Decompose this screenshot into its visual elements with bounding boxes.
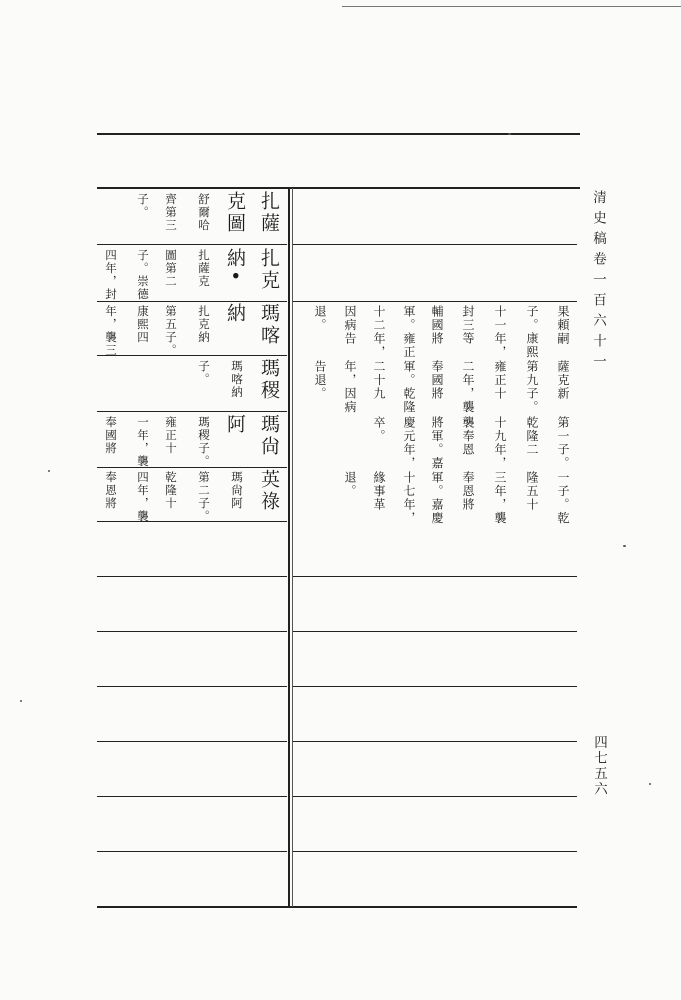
left-row-rule (97, 631, 287, 632)
lineage-name-gen1: 扎薩 (258, 191, 280, 235)
entry-text: 雍正十 (164, 416, 178, 455)
entry-text: 輔國將 (430, 305, 444, 346)
left-row-rule (97, 244, 287, 245)
left-row-rule (97, 851, 287, 852)
entry-text: 因病告 (343, 305, 357, 346)
entry-text: 四年，襲 (136, 471, 150, 523)
entry-text: 二十九 (372, 360, 386, 401)
left-row-rule (97, 686, 287, 687)
entry-text: 扎薩克 (197, 249, 211, 288)
entry-text: 軍。乾隆 (402, 360, 416, 414)
entry-text: 瑪尙阿 (230, 471, 244, 510)
entry-text: 瑪稷子。 (197, 416, 211, 468)
entry-text: 康熙四 (136, 305, 150, 344)
left-row-rule (97, 521, 287, 522)
entry-text: 子。 (197, 360, 211, 386)
entry-text: 子。 (136, 193, 150, 219)
lineage-name-gen1: 英祿 (258, 469, 280, 513)
bottom-rule (97, 906, 577, 908)
lineage-name-gen2: 納 (224, 303, 246, 325)
entry-text: 乾隆十 (164, 471, 178, 510)
entry-text: 奉國將 (104, 416, 118, 455)
entry-text: 乾隆二 (525, 416, 539, 457)
entry-text: 襲奉恩 (461, 416, 475, 457)
entry-text: 扎克納 (197, 305, 211, 344)
lineage-name-gen2: 克圖 (224, 191, 246, 235)
left-row-rule (97, 741, 287, 742)
right-row-rule (293, 576, 577, 577)
entry-text: 二年，襲 (461, 360, 475, 414)
entry-text: 退。 (313, 305, 327, 332)
scan-speck (508, 133, 511, 135)
entry-text: 十七年， (402, 471, 416, 525)
entry-text: 果頼嗣 (556, 305, 570, 346)
entry-text: 三年，襲 (493, 471, 507, 525)
entry-text: 退。 (343, 471, 357, 498)
entry-text: 緣事革 (372, 471, 386, 512)
entry-text: 子。崇德 (136, 249, 150, 301)
left-row-rule (97, 467, 287, 468)
right-row-rule (293, 851, 577, 852)
entry-text: 第五子。 (164, 305, 178, 357)
center-divider (288, 188, 290, 907)
entry-text: 第二子。 (197, 471, 211, 523)
right-row-rule (293, 686, 577, 687)
right-row-rule (293, 631, 577, 632)
entry-text: 四年，封 (104, 249, 118, 301)
left-row-rule (97, 576, 287, 577)
entry-text: 十二年， (372, 305, 386, 359)
entry-text: 奉國將 (430, 360, 444, 401)
entry-text: 瑪喀納 (230, 360, 244, 399)
entry-text: 齊第三 (164, 193, 178, 232)
scan-speck (649, 783, 651, 785)
right-row-rule (293, 244, 577, 245)
left-row-rule (97, 355, 287, 356)
entry-text: 慶元年， (402, 416, 416, 470)
entry-text: 軍。雍正 (402, 305, 416, 359)
entry-text: 子。康熙 (525, 305, 539, 359)
entry-text: 年，襲三 (104, 305, 118, 357)
lineage-name-gen1: 瑪喀 (258, 303, 280, 347)
table-top-rule (97, 187, 580, 189)
entry-text: 一年，襲 (136, 416, 150, 468)
top-edge-line (342, 6, 681, 7)
entry-text: 奉恩將 (104, 471, 118, 510)
scan-speck (48, 470, 50, 472)
lineage-name-gen2: 納• (224, 248, 246, 285)
entry-text: 圖第二 (164, 249, 178, 288)
entry-text: 告退。 (313, 360, 327, 401)
left-row-rule (97, 301, 287, 302)
scan-speck (20, 700, 22, 702)
right-row-rule (293, 796, 577, 797)
entry-text: 舒爾哈 (197, 193, 211, 232)
entry-text: 將軍。嘉 (430, 416, 444, 470)
lineage-name-gen1: 瑪稷 (258, 358, 280, 402)
lineage-name-gen1: 瑪尙 (258, 414, 280, 458)
entry-text: 年，因病 (343, 360, 357, 414)
right-row-rule (293, 301, 577, 302)
lineage-name-gen1: 扎克 (258, 248, 280, 292)
book-title: 清史稿卷一百六十一 (590, 190, 606, 375)
entry-text: 薩克新 (556, 360, 570, 401)
entry-text: 第一子。 (556, 416, 570, 470)
entry-text: 雍正十 (493, 360, 507, 401)
entry-text: 一子。乾 (556, 471, 570, 525)
lineage-name-gen2: 阿 (224, 414, 246, 436)
left-row-rule (97, 411, 287, 412)
left-row-rule (97, 796, 287, 797)
entry-text: 第九子。 (525, 360, 539, 414)
entry-text: 十九年， (493, 416, 507, 470)
entry-text: 奉恩將 (461, 471, 475, 512)
center-divider-inner (292, 188, 293, 907)
entry-text: 軍。嘉慶 (430, 471, 444, 525)
entry-text: 十一年， (493, 305, 507, 359)
scan-speck (623, 545, 626, 547)
right-row-rule (293, 741, 577, 742)
entry-text: 卒。 (372, 416, 386, 443)
entry-text: 隆五十 (525, 471, 539, 512)
page-number: 四七五六 (591, 735, 607, 797)
entry-text: 封三等 (461, 305, 475, 346)
